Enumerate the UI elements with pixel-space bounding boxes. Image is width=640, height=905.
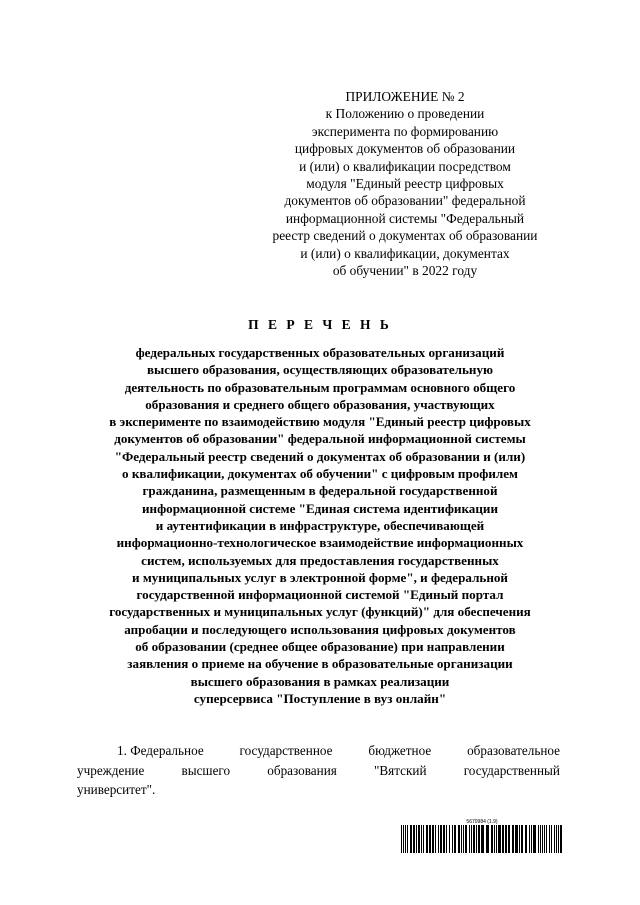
item-word: учреждение bbox=[77, 762, 145, 778]
appendix-line: модуля "Единый реестр цифровых bbox=[306, 176, 504, 192]
appendix-line: эксперимента по формированию bbox=[311, 123, 499, 139]
subtitle-line: образования и среднего общего образования, участвующих bbox=[145, 396, 495, 412]
subtitle-line: и аутентификации в инфраструктуре, обеспечивающей bbox=[155, 517, 485, 533]
subtitle-line: и муниципальных услуг в электронной форме", и федеральной bbox=[132, 569, 508, 585]
subtitle-line: гражданина, размещенным в федеральной государственной bbox=[142, 483, 498, 499]
appendix-line: ПРИЛОЖЕНИЕ № 2 bbox=[345, 89, 465, 104]
subtitle-line: государственной информационной системой "Единый портал bbox=[136, 587, 504, 603]
subtitle-line: в эксперименте по взаимодействию модуля "Единый реестр цифровых bbox=[109, 414, 531, 430]
subtitle-line: систем, используемых для предоставления государственных bbox=[141, 552, 499, 568]
subtitle-line: высшего образования, осуществляющих образовательную bbox=[146, 362, 494, 378]
subtitle-line: высшего образования в рамках реализации bbox=[190, 673, 450, 689]
subtitle-line: об образовании (среднее общее образование) при направлении bbox=[135, 639, 505, 655]
item-line-3: университет". bbox=[77, 782, 156, 797]
document-heading: П Е Р Е Ч Е Н Ь bbox=[248, 317, 392, 332]
subtitle-line: государственных и муниципальных услуг (функций)" для обеспечения bbox=[109, 604, 531, 620]
item-word: образования bbox=[267, 762, 337, 778]
appendix-line: к Положению о проведении bbox=[325, 106, 485, 122]
appendix-line: и (или) о квалификации, документах bbox=[300, 245, 510, 261]
subtitle-line: апробации и последующего использования цифровых документов bbox=[124, 621, 516, 637]
item-word: государственный bbox=[463, 762, 560, 778]
subtitle-line: информационной системе "Единая система идентификации bbox=[142, 500, 498, 516]
appendix-header bbox=[240, 88, 570, 279]
item-line-2 bbox=[77, 761, 560, 781]
subtitle-line: информационно-технологическое взаимодействие информационных bbox=[116, 535, 524, 551]
subtitle-line: документов об образовании" федеральной информационной системы bbox=[114, 431, 526, 447]
subtitle-line: "Федеральный реестр сведений о документах об образовании и (или) bbox=[114, 448, 526, 464]
barcode-block bbox=[401, 819, 563, 853]
item-word: "Вятский bbox=[374, 762, 427, 778]
item-line-1 bbox=[77, 741, 560, 761]
item-word: образовательное bbox=[467, 743, 560, 758]
subtitle-line: заявления о приеме на обучение в образовательные организации bbox=[127, 656, 513, 672]
barcode-number: 5670984 (1.9) bbox=[466, 819, 498, 825]
list-item-1 bbox=[77, 741, 560, 800]
item-word: государственное bbox=[239, 743, 333, 758]
appendix-line: информационной системы "Федеральный bbox=[285, 210, 525, 226]
appendix-line: об обучении" в 2022 году bbox=[332, 263, 478, 279]
item-word: высшего bbox=[181, 762, 231, 778]
subtitle-line: деятельность по образовательным программам основного общего bbox=[124, 379, 516, 395]
barcode-image bbox=[401, 825, 563, 853]
item-word: 1. Федеральное bbox=[117, 743, 204, 758]
item-word: бюджетное bbox=[368, 743, 432, 758]
appendix-line: реестр сведений о документах об образовании bbox=[272, 228, 538, 244]
appendix-line: цифровых документов об образовании bbox=[294, 141, 516, 157]
document-subtitle bbox=[60, 344, 580, 707]
appendix-line: и (или) о квалификации посредством bbox=[299, 158, 511, 174]
subtitle-line: суперсервиса "Поступление в вуз онлайн" bbox=[193, 690, 447, 706]
appendix-line: документов об образовании" федеральной bbox=[284, 193, 526, 209]
subtitle-line: федеральных государственных образовательных организаций bbox=[135, 345, 505, 360]
subtitle-line: о квалификации, документах об обучении" с цифровым профилем bbox=[122, 466, 518, 482]
